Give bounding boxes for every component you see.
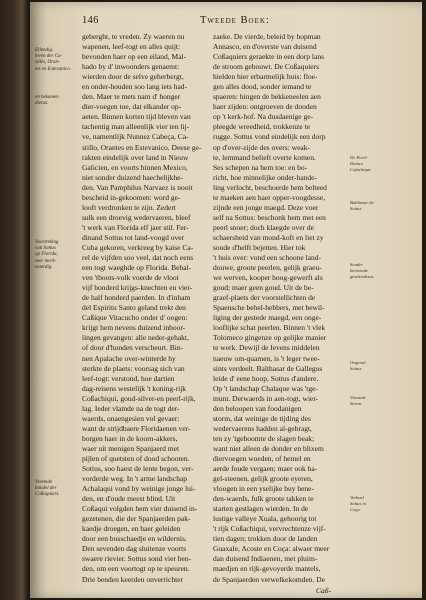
text-line: kaedje droegen, en haer geleiden	[82, 524, 181, 534]
text-line: Sottus, soo haest de lente begon, ver-	[82, 464, 194, 474]
text-line: gezetenen, die der Spanjaerden pak-	[82, 514, 191, 524]
text-line: hielden hier erbarmelijk huis: floe-	[213, 72, 318, 82]
text-line: aerde foude vergaen; maer ook ha-	[213, 464, 318, 474]
outer-note-line: Vreemde	[350, 395, 366, 400]
margin-note-2	[35, 95, 59, 107]
text-line: graef-plaets der voorstellichten de	[213, 293, 316, 303]
text-line: den beloopen van foodanigen	[213, 403, 302, 413]
text-line: op 't kerk-hof. Na dusdaenige ge-	[213, 112, 314, 122]
text-line: we werven, kooper hoog-gewerft als	[213, 273, 323, 283]
text-line: Achalaqui vond hy weinige jonge lui-	[82, 484, 196, 494]
text-line: 't huis over: vond een schoone land-	[213, 253, 321, 263]
margin-note-line: Vreemde	[35, 480, 53, 485]
text-line: peerl snoer; doch klaegde over de	[213, 222, 314, 232]
text-line: op d'over-zijde des overs: weak-	[213, 142, 310, 152]
text-line: haer zijden: ontgroeven de dooden	[213, 102, 317, 112]
text-line: sterkte de plaets: voorsag sich van	[82, 363, 185, 373]
text-line: 't werk van Florida elf jaer stil. Fer-	[82, 222, 189, 232]
text-line: sints verdeelt. Balthasar de Gallegos	[213, 363, 323, 373]
text-line: waer uit menigen Spanjaerd met	[82, 443, 180, 453]
margin-note-line: dienst.	[35, 101, 49, 107]
text-line: en onder-houden soo lang iets had-	[82, 82, 188, 92]
text-line: wapenen, leef-togt en alles quijt:	[82, 42, 181, 52]
text-line: gen alles dood, sonder iemand te	[213, 82, 312, 92]
text-line: waerds, onaengesien vol gevaer:	[82, 413, 180, 423]
text-line: soude d'helft bejetten. Hier tok	[213, 242, 306, 252]
margin-note-line: van Sottus	[35, 246, 56, 252]
outer-note-1	[350, 155, 372, 173]
text-line: pleegde wreedheid, trokkenze te	[213, 122, 311, 132]
text-line: richt, hoe minnelijke onder-hande-	[213, 172, 317, 182]
text-line: ling verlocht, beschoerde hem belteed	[213, 182, 327, 192]
left-text-column	[82, 32, 206, 585]
running-head	[82, 15, 372, 29]
page-number: 146	[82, 15, 99, 26]
text-line: lingen gevangen: alle neder-gehakt,	[82, 333, 189, 343]
right-text-column	[213, 32, 339, 585]
outer-note-6	[350, 495, 366, 513]
margin-note-4	[35, 480, 60, 499]
outer-note-line: Dames	[350, 161, 363, 166]
text-line: Annasco, en d'overste van duisend	[213, 42, 317, 52]
text-line: Caßique Vitacucho onder d' oogen:	[82, 313, 188, 323]
text-line: Cuba gekoren, verkreeg by kaise Ca-	[82, 242, 194, 252]
text-line: douwe, groote peerlen, gelijk graeu-	[213, 263, 322, 273]
text-line: bescheid in-gekoomen: word ge-	[82, 192, 181, 202]
text-line: hado by d' inwoonders genaemt:	[82, 62, 180, 72]
text-line: tachentig man alleenlijk vier ten lij-	[82, 122, 190, 132]
text-line: wierden door de selve geherbergt,	[82, 72, 184, 82]
text-line: de stroom gebouwt. De Coßaquiers	[213, 62, 320, 72]
margin-note-line: Ellendig.	[35, 48, 54, 53]
catchword: Caß-	[316, 586, 331, 595]
text-line: looft verdronken te zijn. Zedert	[82, 202, 176, 212]
text-line: want de strijdbaere Floridaenen ver-	[82, 423, 191, 433]
text-line: zaeke. De vierde, beleid by hopman	[213, 32, 321, 41]
text-line: stillo, Orantes en Estevanico. Deese ge-	[82, 142, 202, 152]
margin-note-line: en bekomen	[35, 95, 59, 100]
text-line: goud; maer geen goud. Uit de be-	[213, 283, 314, 293]
text-line: liging der gestede maegd, een onge-	[213, 313, 322, 323]
text-line: een togt waeghde op Florida. Behal-	[82, 263, 192, 273]
margin-note-line: tes en Estevanico.	[35, 66, 71, 72]
margin-note-line: seer merk-	[35, 258, 57, 264]
text-line: Drie benden keerden onverrichter	[82, 574, 183, 584]
text-line: schaersheid van mond-koft en liet zy	[213, 232, 324, 242]
text-line: de half honderd paerden. In d'inham	[82, 293, 191, 303]
text-line: maedjen en rijk-gevoyerde mantels,	[213, 564, 321, 574]
text-line: wedervaerens hadden al-gebragt,	[213, 423, 312, 433]
text-line: ten zy 'tgeboomte de slagen beak;	[213, 433, 315, 443]
text-line: rugge. Sottus vond eindelijk een dorp	[213, 132, 326, 142]
text-line: bevonden haer op een eiland, Mal-	[82, 52, 187, 62]
text-line: Guaxale, Acoste en Coça: alwaer meer	[213, 544, 330, 554]
text-line: 't rijk Coßachiqui, vervrechtenze vijf-	[213, 524, 326, 534]
text-line: naeuw om-quamen, is 't leger twee-	[213, 353, 320, 363]
outer-note-line: geschiedenis.	[350, 274, 375, 279]
text-line: ven 'tboots-volk voerde de vloot	[82, 273, 179, 283]
outer-note-line: Coça.	[350, 507, 361, 512]
outer-note-3	[350, 262, 375, 280]
text-line: aeten. Binnen korten tijd bleven van	[82, 112, 191, 122]
text-line: leide d' eene hoop, Sottus d'andere.	[213, 373, 319, 383]
margin-note-3	[35, 240, 58, 271]
outer-note-2	[350, 200, 374, 212]
text-line: vorderde weg. In 't arme landschap	[82, 474, 188, 484]
text-line: Galicien, en voorts binnen Mexico,	[82, 162, 188, 172]
text-line: swaere rievier. Sottus sond vier ben-	[82, 554, 192, 564]
text-line: vijf honderd krijgs-knechten en vier-	[82, 283, 193, 293]
text-line: niet sonder duizend haechelijkhe-	[82, 172, 184, 182]
text-line: ve, namentlijk Nunnez Cabeça, Ca-	[82, 132, 189, 142]
text-line: self na Sottus: beschonk hem met een	[213, 212, 326, 222]
outer-note-line: Sonder	[350, 262, 364, 267]
text-line: Tolomeco gingenze op gelijke manier	[213, 333, 327, 343]
text-line: dier-voegen toe, dat elkander op-	[82, 102, 182, 112]
text-line: Coßachiqui, goud-silver-en peerl-rijk,	[82, 393, 196, 403]
text-line: munt. Derwaerds in aen-togt, wier-	[213, 393, 319, 403]
text-line: den. Maer te mets nam d' honger	[82, 92, 181, 102]
text-line: dinand Sottus tot land-voogd over	[82, 232, 185, 242]
text-line: den-waerds, fulk groote takken te	[213, 494, 314, 504]
text-line: te, lemmand belieft overte komen.	[213, 152, 316, 162]
margin-note-line: leven der Ca-	[35, 54, 63, 60]
text-line: te maeken aen haer opper-voogdesse,	[213, 192, 326, 202]
text-line: Ses schepen na hem toe: en bo-	[213, 162, 308, 172]
outer-note-5	[350, 395, 366, 407]
text-line: spaeren: hingen de bekkeneelen aen	[213, 92, 321, 102]
outer-note-4	[350, 360, 366, 372]
text-line: dag-reisens westelijk 't koning-rijk	[82, 383, 187, 393]
text-line: lustige valleye Xuala, gehoorig tot	[213, 514, 317, 524]
text-line: zijnde een jonge maegd. Deze voer	[213, 202, 319, 212]
text-line: looflijke schat peerlen. Binnen 't vlek	[213, 323, 326, 333]
outer-note-line: De Peerl-	[350, 155, 368, 160]
outer-note-line: Sottus in	[350, 501, 366, 506]
text-line: tien dagen; trokken door de landen	[213, 534, 318, 544]
running-title: Tweede Boek:	[200, 15, 270, 26]
outer-note-line: beroemde	[350, 268, 368, 273]
text-line: te werk. Dewijl de Ievens middelen	[213, 343, 320, 353]
text-line: Spaensche behel-hebbers, met bewil-	[213, 303, 325, 313]
text-line: pijlen of quetsten of dood schooten.	[82, 453, 190, 463]
text-line: krijgt hem nevens duizend inboor-	[82, 323, 186, 333]
text-line: door een bosschaedje en wildernis.	[82, 534, 187, 544]
margin-note-line: Voortreking	[35, 240, 59, 245]
text-line: rakten eindelijk over land in Nieuw	[82, 152, 189, 162]
text-line: de Spanjaerden verwelkekomden. De	[213, 574, 326, 584]
outer-note-line: Sottus.	[350, 206, 363, 211]
text-line: del Espiritu Santo geland trekt den	[82, 303, 186, 313]
margin-note-line: waerdig.	[35, 264, 53, 270]
text-line: den, om een voortogt op te speuren.	[82, 564, 190, 574]
text-line: storm, dat weinige de tijding des	[213, 413, 311, 423]
text-line: Coßaqui volgden hem vier duisend in-	[82, 504, 198, 514]
text-line: dan duisend Indiaenen, met pluim-	[213, 554, 318, 564]
text-line: want niet alleen de donder en blixem	[213, 443, 324, 453]
text-line: den, en d'oude meest blind. Uit	[82, 494, 176, 504]
text-line: gel-steenen, gelijk groote eyeren,	[213, 474, 313, 484]
margin-note-1	[35, 48, 71, 73]
outer-note-line: Storm.	[350, 401, 363, 406]
text-line: sulk een droevig wedervaeren, bleef	[82, 212, 191, 222]
margin-note-line: Coßaquiers.	[35, 492, 60, 498]
text-line: of door d'honden verscheurt. Bin-	[82, 343, 184, 353]
text-line: den. Van Pamphilus Narvaez is nooit	[82, 182, 193, 192]
text-line: borgen haer in de koorn-akkers,	[82, 433, 178, 443]
margin-note-line: op Florida,	[35, 252, 58, 258]
text-line: nen Apalache over-winterde hy	[82, 353, 176, 363]
text-line: rel de vijfden soo veel, dat noch eens	[82, 253, 194, 263]
text-line: Den sevenden dag sluitenze voorts	[82, 544, 187, 554]
outer-note-line: Ongeval	[350, 360, 366, 365]
text-line: diervoegen woeden, of hemel en	[213, 453, 311, 463]
text-line: geberght, te vreden. Zy waeren nu	[82, 32, 185, 41]
text-line: starten gestlagen wierden. In de	[213, 504, 309, 514]
text-line: Op 't landschap Chalaque was 'tge-	[213, 383, 318, 393]
outer-note-line: Sottus.	[350, 366, 363, 371]
text-line: leef-togt: verstond, hoe dartien	[82, 373, 175, 383]
outer-note-line: Verhael	[350, 495, 364, 500]
text-line: vloogen in een yselijke buy bene-	[213, 484, 315, 494]
text-line: Coßaquiers geraekte in een dorp lans	[213, 52, 325, 62]
margin-note-line: handel der	[35, 486, 57, 492]
outer-note-line: Balthasar de	[350, 200, 374, 205]
margin-note-line: stillo, Oran-	[35, 60, 60, 66]
outer-note-line: Cofachiqui.	[350, 167, 372, 172]
text-line: lag. Ieder vlamde na de togt der-	[82, 403, 180, 413]
